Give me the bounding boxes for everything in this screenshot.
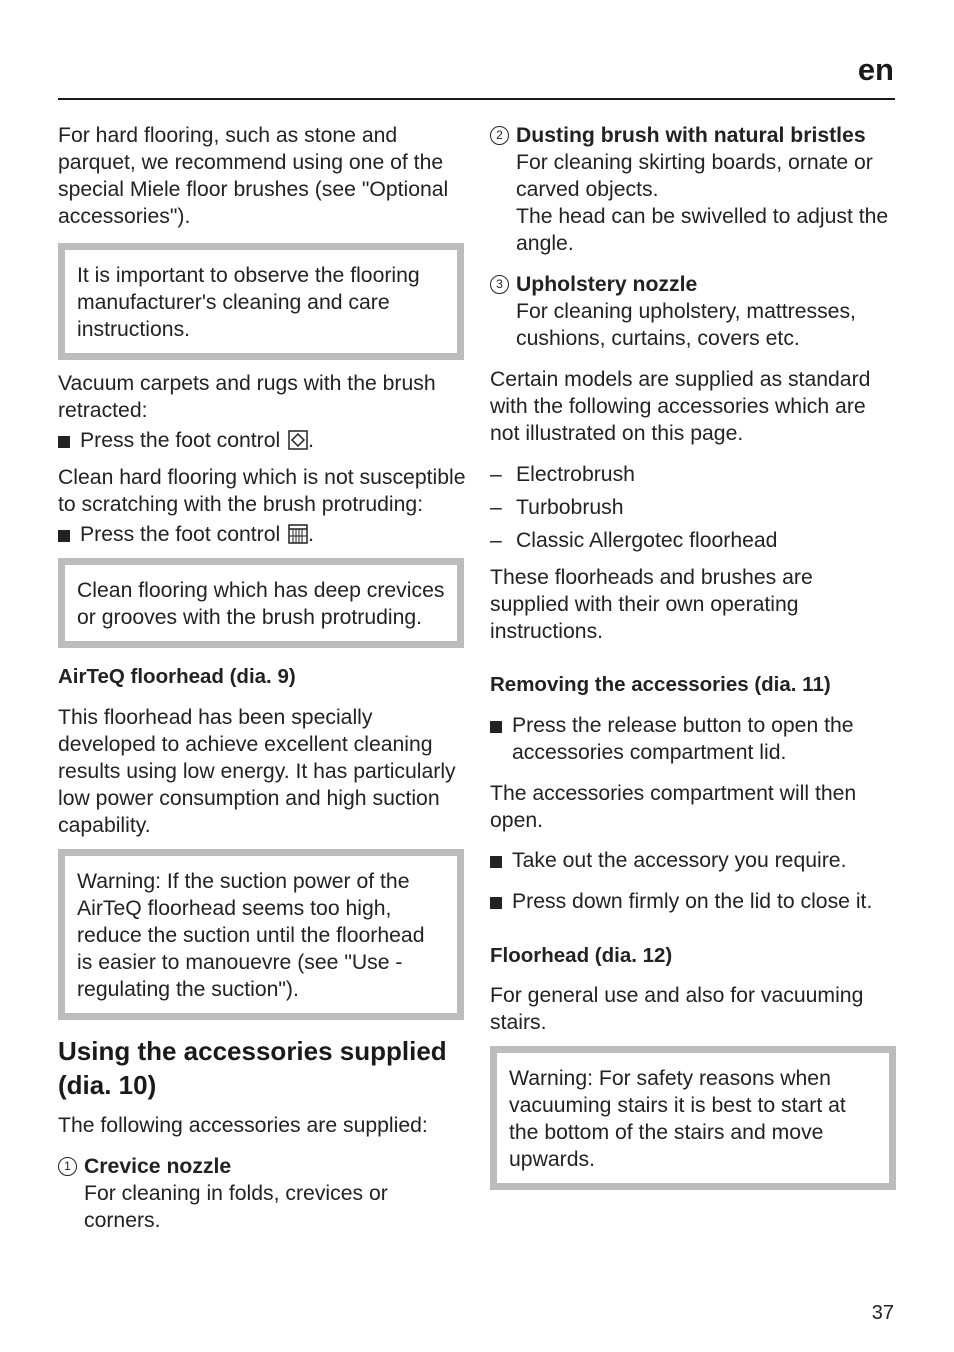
warning-box-suction — [58, 849, 464, 1020]
number-badge: 1 — [58, 1157, 77, 1176]
carpet-foot-control-icon — [288, 430, 308, 450]
hard-floor-foot-control-icon — [288, 524, 308, 544]
left-column — [58, 122, 466, 1234]
bullet-hard: Press the foot control . — [58, 521, 466, 548]
accessory-item-upholstery — [490, 271, 896, 352]
bullet-square-icon — [58, 530, 70, 542]
bullet-release — [490, 712, 896, 766]
bullet-text: Press the foot control — [80, 429, 281, 452]
note-text: Clean flooring which has deep crevices or grooves with the brush protruding. — [77, 579, 445, 629]
language-code: en — [857, 52, 894, 87]
number-badge: 2 — [490, 126, 509, 145]
compartment-open-paragraph: The accessories compartment will then open. — [490, 782, 857, 832]
warning-box-stairs — [490, 1046, 896, 1190]
accessory-list — [490, 461, 896, 554]
section-heading: Using the accessories supplied (dia. 10) — [58, 1036, 447, 1100]
intro-paragraph: For hard flooring, such as stone and parquet, we recommend using one of the special Miele floor brushes (see "Optional accessories"). — [58, 124, 449, 228]
hard-floor-paragraph: Clean hard flooring which is not susceptible to scratching with the brush protruding: — [58, 466, 466, 516]
right-column — [490, 122, 896, 1190]
floorhead-heading: Floorhead (dia. 12) — [490, 944, 673, 967]
bullet-take — [490, 847, 896, 874]
bullet-square-icon — [490, 897, 502, 909]
removing-heading: Removing the accessories (dia. 11) — [490, 673, 831, 696]
supplied-paragraph: The following accessories are supplied: — [58, 1114, 428, 1137]
floorhead-paragraph: For general use and also for vacuuming stairs. — [490, 984, 864, 1034]
accessory-title: Crevice nozzle — [84, 1155, 232, 1178]
bullet-text: Take out the accessory you require. — [512, 849, 847, 872]
note-text: It is important to observe the flooring manufacturer's cleaning and care instructions. — [77, 264, 420, 341]
accessory-description-2: The head can be swivelled to adjust the angle. — [516, 205, 889, 255]
bullet-square-icon — [58, 436, 70, 448]
accessory-title: Upholstery nozzle — [516, 273, 698, 296]
bullet-square-icon — [490, 721, 502, 733]
airteq-paragraph: This floorhead has been specially developed to achieve excellent cleaning results using low energy. It has particularly low power consumption and high suction capability. — [58, 706, 456, 837]
bullet-text: Press down firmly on the lid to close it. — [512, 890, 873, 913]
airteq-heading: AirTeQ floorhead (dia. 9) — [58, 665, 296, 688]
list-item: – Classic Allergotec floorhead — [490, 529, 778, 552]
note-box-crevices — [58, 558, 464, 648]
header-rule — [58, 98, 895, 100]
accessory-item-dusting-brush — [490, 122, 896, 257]
bullet-text: Press the foot control — [80, 523, 281, 546]
bullet-carpet: Press the foot control . — [58, 427, 466, 454]
page-number: 37 — [871, 1302, 894, 1324]
note-box-flooring — [58, 243, 464, 360]
list-item: – Electrobrush — [490, 463, 635, 486]
list-item: – Turbobrush — [490, 496, 624, 519]
warning-text: Warning: For safety reasons when vacuuming stairs it is best to start at the bottom of the stairs and move upwards. — [509, 1067, 846, 1171]
bullet-square-icon — [490, 856, 502, 868]
carpets-paragraph: Vacuum carpets and rugs with the brush retracted: — [58, 372, 436, 422]
accessory-item-crevice — [58, 1153, 466, 1234]
accessory-title: Dusting brush with natural bristles — [516, 124, 866, 147]
certain-models-paragraph: Certain models are supplied as standard with the following accessories which are not illustrated on this page. — [490, 368, 871, 445]
bullet-press — [490, 888, 896, 915]
accessory-description: For cleaning skirting boards, ornate or carved objects. — [516, 151, 873, 201]
warning-text: Warning: If the suction power of the AirTeQ floorhead seems too high, reduce the suction until the floorhead is easier to manouevre (see "Use - regulating the suction"). — [77, 870, 425, 1001]
own-instructions-paragraph: These floorheads and brushes are supplied with their own operating instructions. — [490, 566, 813, 643]
bullet-text: Press the release button to open the accessories compartment lid. — [512, 714, 854, 764]
accessory-description: For cleaning upholstery, mattresses, cushions, curtains, covers etc. — [516, 300, 856, 350]
number-badge: 3 — [490, 275, 509, 294]
accessory-description: For cleaning in folds, crevices or corners. — [84, 1182, 388, 1232]
